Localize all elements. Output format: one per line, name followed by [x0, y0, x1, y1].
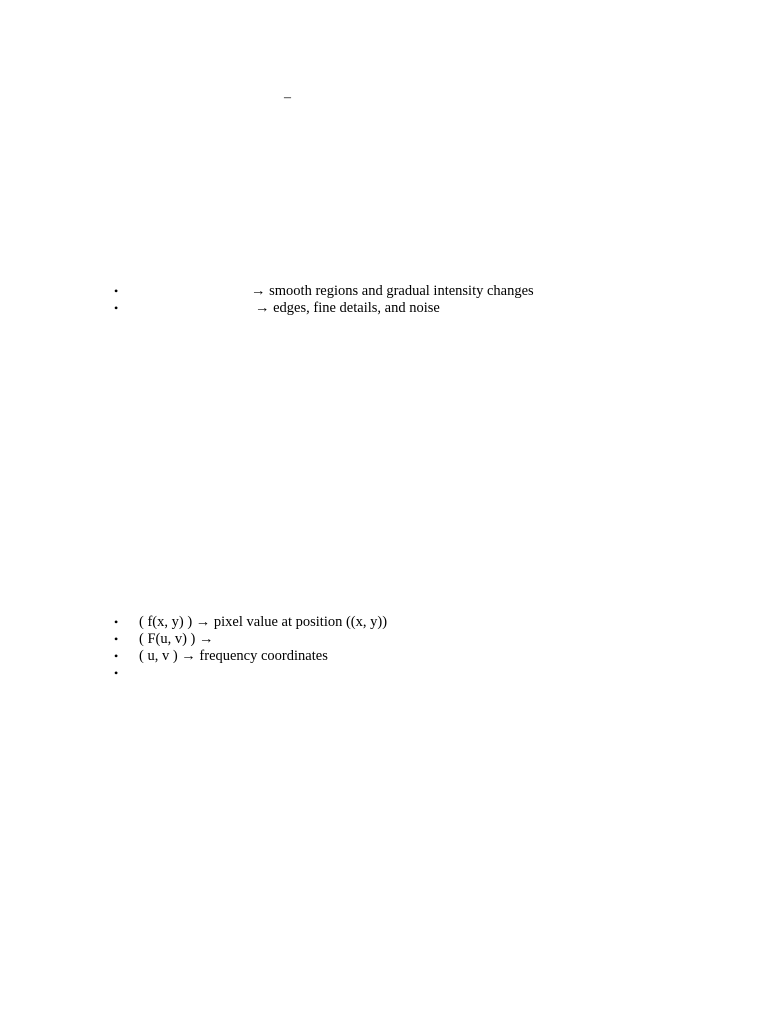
list-item — [0, 631, 768, 648]
list-item — [0, 665, 768, 682]
bullet-icon: • — [114, 649, 119, 663]
spatial-function-definition: ( f(x, y) ) → pixel value at position ((x, y)) — [139, 614, 388, 630]
frequency-coordinates-definition: ( u, v ) → frequency coordinates — [139, 648, 328, 664]
bullet-icon: • — [114, 632, 119, 646]
frequency-components-list — [0, 283, 768, 317]
bullet-icon: • — [114, 284, 119, 298]
frequency-function-definition: ( F(u, v) ) → — [139, 631, 214, 647]
list-item — [0, 648, 768, 665]
list-item — [0, 300, 768, 317]
bullet-icon: • — [114, 615, 119, 629]
low-frequency-description: → smooth regions and gradual intensity changes — [251, 283, 534, 299]
bullet-icon: • — [114, 301, 119, 315]
bullet-icon: • — [114, 666, 119, 680]
high-frequency-description: → edges, fine details, and noise — [255, 300, 440, 316]
variable-definitions-list — [0, 614, 768, 682]
list-item — [0, 614, 768, 631]
header-dash: – — [284, 90, 291, 105]
list-item — [0, 283, 768, 300]
